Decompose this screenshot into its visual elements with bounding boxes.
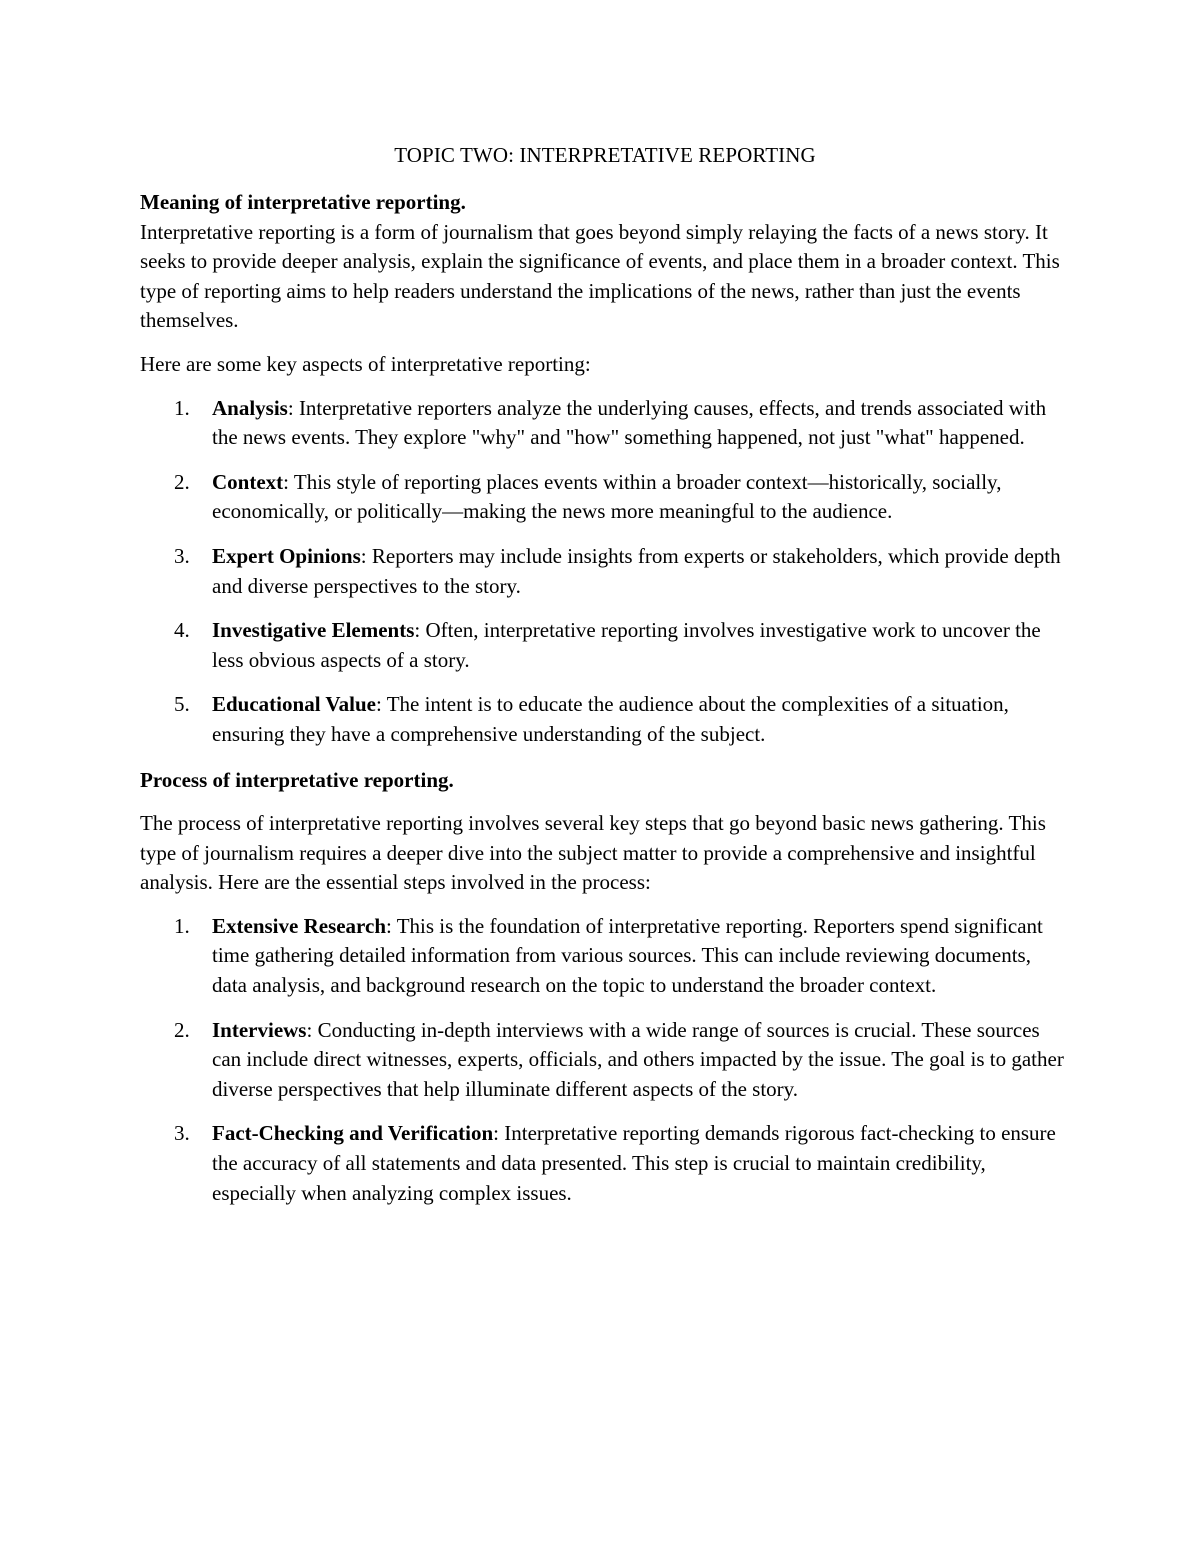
list-item-term: Fact-Checking and Verification — [212, 1121, 494, 1146]
document-title: TOPIC TWO: INTERPRETATIVE REPORTING — [394, 143, 816, 167]
list-item-number: 4. — [174, 618, 190, 643]
list-item-number: 3. — [174, 543, 190, 568]
list-item — [140, 542, 1070, 601]
list-item-term: Analysis — [212, 395, 288, 420]
list-item-text: : Interpretative reporters analyze the underlying causes, effects, and trends associated with the news events. They explore "why" and "how" something happened, not just "what" happened. — [212, 395, 1047, 450]
list-item — [140, 912, 1070, 1001]
list-item-number: 2. — [174, 469, 190, 494]
process-section — [140, 766, 1070, 1209]
list-item-number: 5. — [174, 692, 190, 717]
aspects-intro: Here are some key aspects of interpretative reporting: — [140, 351, 591, 376]
list-item-term: Extensive Research — [212, 913, 386, 938]
list-item — [140, 468, 1070, 527]
meaning-body: Interpretative reporting is a form of journalism that goes beyond simply relaying the facts of a news story. It seeks to provide deeper analysis, explain the significance of events, and place them in a broader context. This type of reporting aims to help readers understand the implications of the news, rather than just the events themselves. — [140, 219, 1060, 333]
list-item-text: : This style of reporting places events within a broader context—historically, socially, economically, or politically—making the news more meaningful to the audience. — [212, 469, 1002, 524]
list-item-text: : Interpretative reporting demands rigorous fact-checking to ensure the accuracy of all statements and data presented. This step is crucial to maintain credibility, especially when analyzing complex issues. — [212, 1121, 1056, 1205]
list-item-number: 1. — [174, 913, 190, 938]
list-item-text: : The intent is to educate the audience about the complexities of a situation, ensuring they have a comprehensive understanding of the subject. — [212, 692, 1009, 746]
list-item-number: 1. — [174, 395, 190, 420]
list-item — [140, 616, 1070, 675]
list-item-text: : Often, interpretative reporting involves investigative work to uncover the less obvious aspects of a story. — [212, 618, 1041, 672]
process-body: The process of interpretative reporting involves several key steps that go beyond basic news gathering. This type of journalism requires a deeper dive into the subject matter to provide a comprehensive and insightful analysis. Here are the essential steps involved in the process: — [140, 811, 1046, 895]
list-item — [140, 690, 1070, 749]
list-item-text: : Conducting in-depth interviews with a wide range of sources is crucial. These sources can include direct witnesses, experts, officials, and others impacted by the issue. The goal is to gather diverse perspectives that help illuminate different aspects of the story. — [212, 1017, 1064, 1101]
list-item — [140, 1016, 1070, 1105]
list-item — [140, 394, 1070, 453]
list-item-number: 2. — [174, 1017, 190, 1042]
list-item-number: 3. — [174, 1121, 190, 1146]
list-item — [140, 1119, 1070, 1208]
document-page — [140, 140, 1070, 1223]
list-item-text: : This is the foundation of interpretative reporting. Reporters spend significant time gathering detailed information from various sources. This can include reviewing documents, data analysis, and background research on the topic to understand the broader context. — [212, 913, 1043, 998]
list-item-term: Context — [212, 469, 284, 494]
list-item-term: Expert Opinions — [212, 543, 361, 568]
meaning-section — [140, 188, 1070, 750]
process-heading: Process of interpretative reporting. — [140, 767, 454, 792]
list-item-term: Interviews — [212, 1017, 307, 1042]
list-item-term: Educational Value — [212, 692, 376, 717]
list-item-text: : Reporters may include insights from experts or stakeholders, which provide depth and diverse perspectives to the story. — [212, 543, 1061, 598]
steps-list — [140, 912, 1070, 1208]
list-item-term: Investigative Elements — [212, 618, 415, 643]
meaning-heading: Meaning of interpretative reporting. — [140, 190, 466, 214]
aspects-list — [140, 394, 1070, 750]
